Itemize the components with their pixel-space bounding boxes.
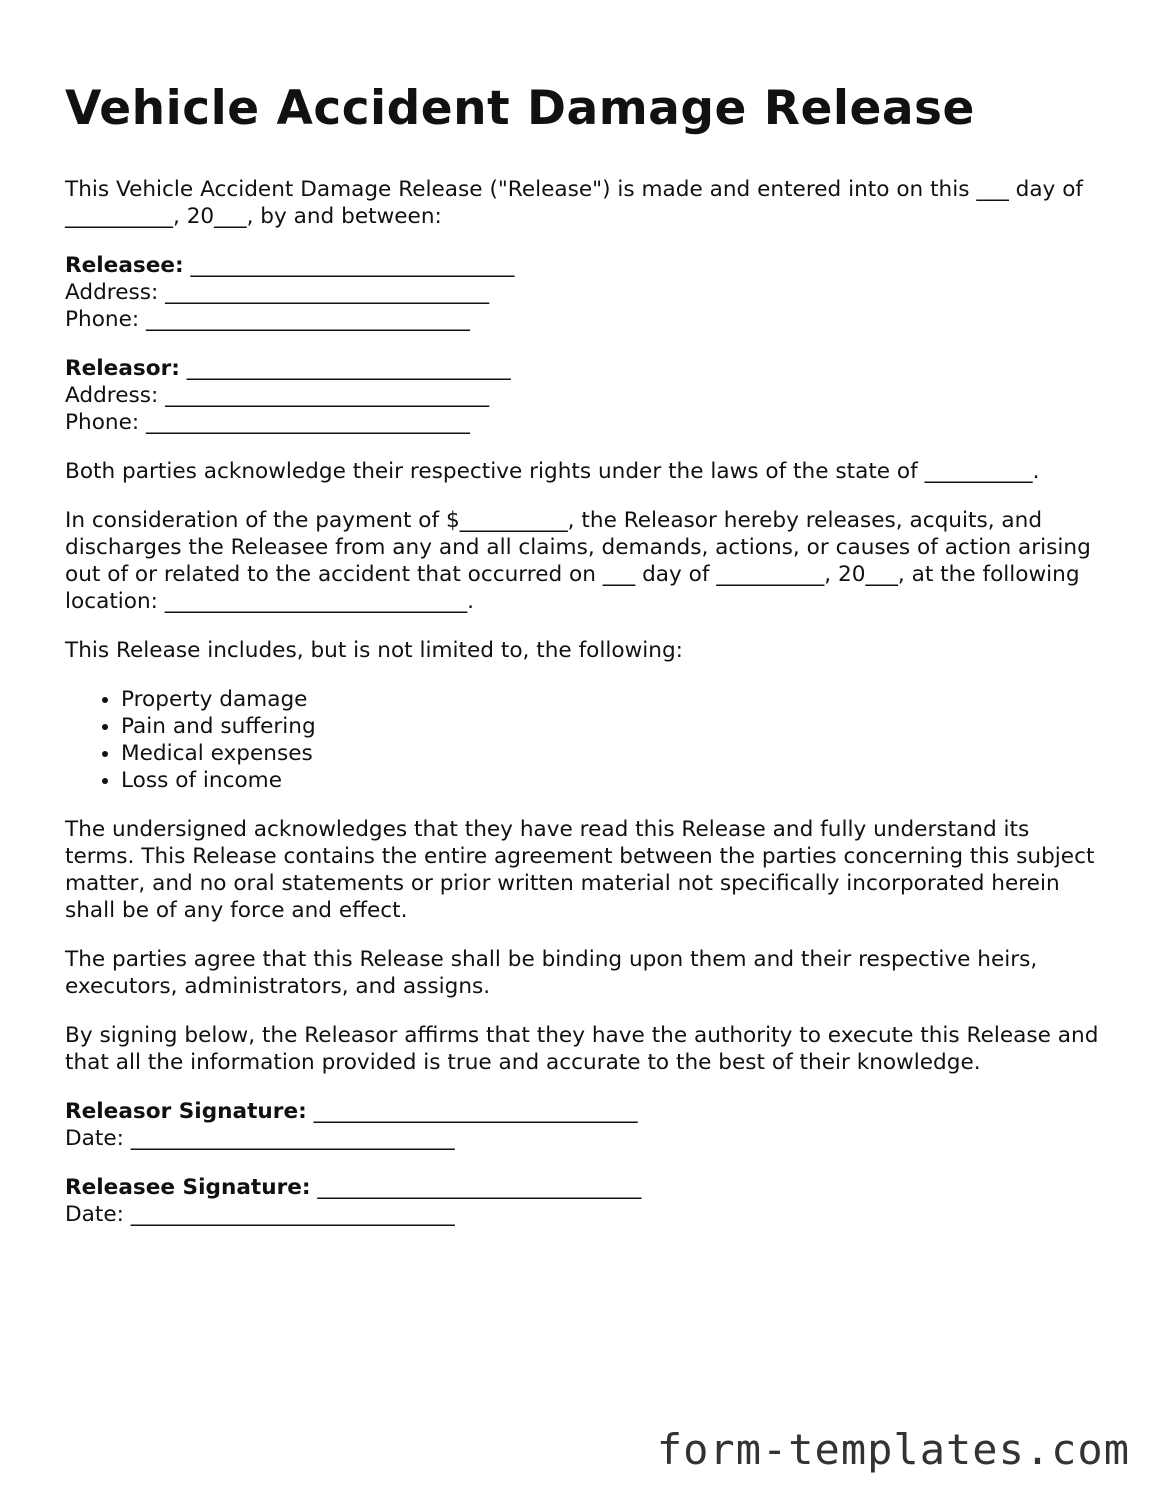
releasor-phone: Phone: ______________________________	[65, 410, 470, 435]
consideration-paragraph: In consideration of the payment of $__________, the Releasor hereby releases, acquits, and discharges the Releasee from any and all claims, demands, actions, or causes of action arising out of or related to the accident that occurred on ___ day of __________, 20___, at the following location: ____________________________.	[65, 508, 1091, 614]
releasor-name-row	[65, 355, 1105, 382]
releasee-label: Releasee:	[65, 253, 184, 278]
releasor-signature-block	[65, 1098, 1105, 1152]
releasor-signature-line: ______________________________	[306, 1099, 638, 1124]
releasee-address: Address: ______________________________	[65, 280, 490, 305]
releasee-name-line: ______________________________	[183, 253, 515, 278]
releasor-date: Date: ______________________________	[65, 1126, 455, 1151]
document-page	[65, 78, 1105, 1250]
releasee-phone: Phone: ______________________________	[65, 307, 470, 332]
releasee-signature-line: ______________________________	[310, 1175, 642, 1200]
releasee-signature-row	[65, 1174, 1105, 1201]
releasor-name-line: ______________________________	[179, 356, 511, 381]
releasor-address: Address: ______________________________	[65, 383, 490, 408]
includes-list	[65, 686, 1105, 794]
releasee-signature-block	[65, 1174, 1105, 1228]
list-item: • Property damage	[121, 686, 1105, 713]
list-item: • Loss of income	[121, 767, 1105, 794]
intro-paragraph: This Vehicle Accident Damage Release ("Release") is made and entered into on this ___ day of __________, 20___, by and between:	[65, 177, 1084, 229]
releasee-name-row	[65, 252, 1105, 279]
releasor-block	[65, 355, 1105, 436]
releasee-block	[65, 252, 1105, 333]
list-item: • Medical expenses	[121, 740, 1105, 767]
binding-paragraph: The parties agree that this Release shall be binding upon them and their respective heirs, executors, administrators, and assigns.	[65, 947, 1038, 999]
releasee-signature-label: Releasee Signature:	[65, 1175, 311, 1200]
acknowledge-paragraph: The undersigned acknowledges that they have read this Release and fully understand its terms. This Release contains the entire agreement between the parties concerning this subject matter, and no oral statements or prior written material not specifically incorporated herein shall be of any force and effect.	[65, 817, 1095, 923]
releasee-date: Date: ______________________________	[65, 1202, 455, 1227]
page-title: Vehicle Accident Damage Release	[65, 81, 975, 136]
authority-paragraph: By signing below, the Releasor affirms that they have the authority to execute this Release and that all the information provided is true and accurate to the best of their knowledge.	[65, 1023, 1099, 1075]
releasor-signature-label: Releasor Signature:	[65, 1099, 307, 1124]
watermark: form-templates.com	[656, 1425, 1130, 1474]
releasor-signature-row	[65, 1098, 1105, 1125]
releasor-label: Releasor:	[65, 356, 180, 381]
laws-paragraph: Both parties acknowledge their respective rights under the laws of the state of __________.	[65, 459, 1040, 484]
includes-intro: This Release includes, but is not limited to, the following:	[65, 638, 683, 663]
list-item: • Pain and suffering	[121, 713, 1105, 740]
